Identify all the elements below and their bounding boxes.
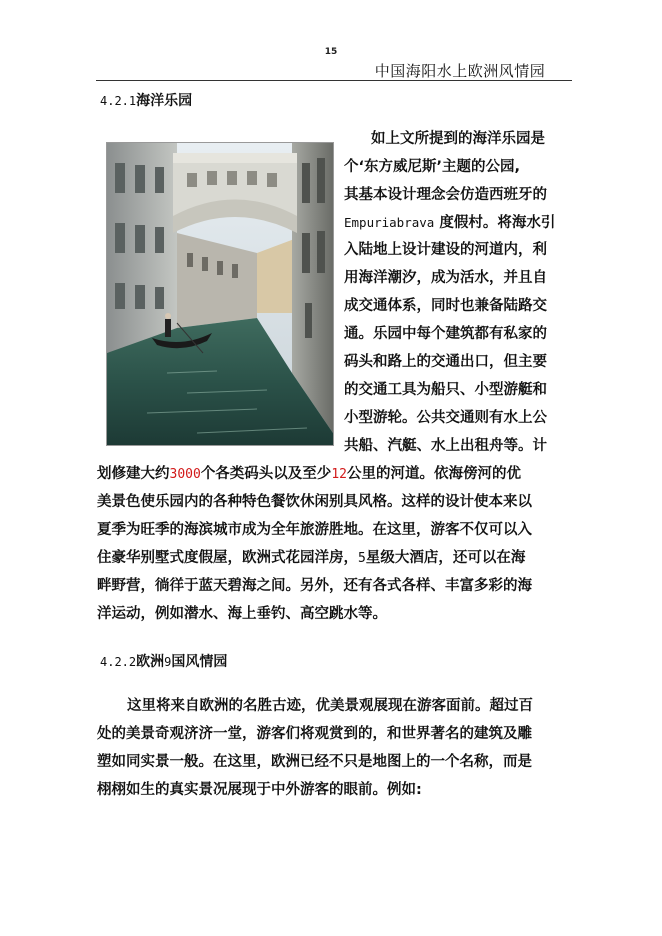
page-number: 15 bbox=[324, 47, 338, 57]
text-line: 其基本设计理念会仿造西班牙的 bbox=[344, 187, 547, 203]
text-line: 小型游轮。公共交通则有水上公 bbox=[344, 410, 547, 426]
text-line: 码头和路上的交通出口，但主要 bbox=[344, 354, 547, 370]
highlight-number: 12 bbox=[331, 467, 347, 482]
text-segment: 个各类码头以及至少 bbox=[200, 466, 332, 482]
text-segment: 住豪华别墅式度假屋，欧洲式花园洋房， bbox=[97, 550, 358, 566]
section-number: 4.2.2 bbox=[100, 655, 137, 669]
text-line: 个‘东方威尼斯’主题的公园, bbox=[344, 159, 521, 175]
text-line: 共船、汽艇、水上出租舟等。计 bbox=[344, 438, 547, 454]
text-line: 入陆地上设计建设的河道内，利 bbox=[344, 242, 547, 258]
text-line: 的交通工具为船只、小型游艇和 bbox=[344, 382, 547, 398]
text-segment: 划修建大约 bbox=[97, 466, 170, 482]
running-header: 中国海阳水上欧洲风情园 bbox=[374, 62, 546, 80]
text-latin: Empuriabrava bbox=[344, 215, 435, 230]
text-line: 畔野营，徜徉于蓝天碧海之间。另外，还有各式各样、丰富多彩的海 bbox=[97, 578, 532, 594]
section-title: 海洋乐园 bbox=[136, 93, 193, 109]
text-line bbox=[97, 551, 525, 566]
text-line: 洋运动，例如潜水、海上垂钓、高空跳水等。 bbox=[97, 606, 387, 622]
header-rule bbox=[96, 80, 572, 81]
highlight-number: 3000 bbox=[169, 467, 201, 482]
text-line: 如上文所提到的海洋乐园是 bbox=[371, 131, 545, 147]
text-line bbox=[344, 216, 555, 231]
text-number: 5 bbox=[358, 551, 366, 566]
text-line bbox=[97, 467, 521, 482]
text-line: 用海洋潮汐，成为活水，并且自 bbox=[344, 270, 547, 286]
text-line: 美景色使乐园内的各种特色餐饮休闲别具风格。这样的设计使本来以 bbox=[97, 494, 532, 510]
text-segment: 星级大酒店，还可以在海 bbox=[365, 550, 526, 566]
text-segment: 度假村。将海水引 bbox=[434, 215, 556, 231]
section-heading-4-2-1 bbox=[100, 90, 192, 110]
text-line: 塑如同实景一般。在这里，欧洲已经不只是地图上的一个名称，而是 bbox=[97, 754, 532, 770]
text-line: 成交通体系，同时也兼备陆路交 bbox=[344, 298, 547, 314]
venice-canal-bridge-photo bbox=[106, 142, 334, 446]
section-number: 4.2.1 bbox=[100, 94, 137, 108]
text-segment: 公里的河道。依海傍河的优 bbox=[346, 466, 521, 482]
section-title: 欧洲 bbox=[136, 654, 165, 670]
section-title: 国风情园 bbox=[171, 654, 228, 670]
text-line: 通。乐园中每个建筑都有私家的 bbox=[344, 326, 547, 342]
text-line: 这里将来自欧洲的名胜古迹，优美景观展现在游客面前。超过百 bbox=[127, 698, 533, 714]
section-title-number: 9 bbox=[164, 655, 172, 669]
text-line: 栩栩如生的真实景况展现于中外游客的眼前。例如: bbox=[97, 782, 422, 798]
text-line: 夏季为旺季的海滨城市成为全年旅游胜地。在这里，游客不仅可以入 bbox=[97, 522, 532, 538]
text-line: 处的美景奇观济济一堂，游客们将观赏到的，和世界著名的建筑及雕 bbox=[97, 726, 532, 742]
section-heading-4-2-2 bbox=[100, 651, 227, 671]
